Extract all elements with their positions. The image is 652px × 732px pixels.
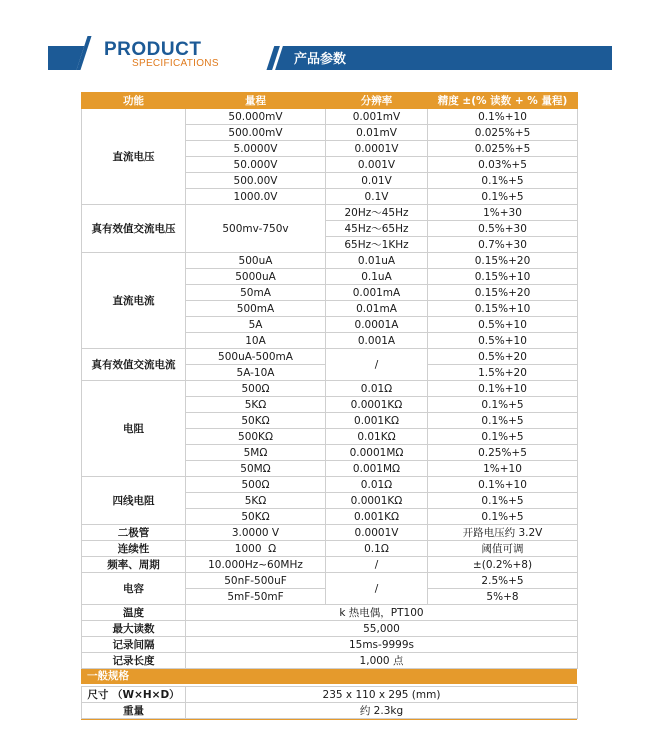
function-temperature: 温度 <box>82 605 186 621</box>
spec-banner <box>48 36 612 70</box>
accuracy-cell: 开路电压约 3.2V <box>428 525 578 541</box>
table-row <box>82 541 578 557</box>
resolution-cell: 0.001mV <box>326 109 428 125</box>
general-spec-title: 一般规格 <box>81 669 577 684</box>
resolution-cell: 0.0001KΩ <box>326 397 428 413</box>
table-row <box>82 381 578 397</box>
range-cell: 5KΩ <box>186 397 326 413</box>
function-max-reading: 最大读数 <box>82 621 186 637</box>
accuracy-cell: 0.15%+10 <box>428 301 578 317</box>
accuracy-cell: 1%+30 <box>428 205 578 221</box>
function-ac-voltage: 真有效值交流电压 <box>82 205 186 253</box>
resolution-cell: 0.1V <box>326 189 428 205</box>
table-row <box>82 605 578 621</box>
resolution-cell: 0.0001V <box>326 525 428 541</box>
accuracy-cell: 0.15%+10 <box>428 269 578 285</box>
accuracy-cell: 0.1%+10 <box>428 109 578 125</box>
accuracy-cell: 1.5%+20 <box>428 365 578 381</box>
range-cell: 50nF-500uF <box>186 573 326 589</box>
function-capacitance: 电容 <box>82 573 186 605</box>
range-cell: 5000uA <box>186 269 326 285</box>
range-cell: 50mA <box>186 285 326 301</box>
resolution-cell: 0.0001KΩ <box>326 493 428 509</box>
accuracy-cell: 阈值可调 <box>428 541 578 557</box>
resolution-cell: 0.01mA <box>326 301 428 317</box>
accuracy-cell: 0.15%+20 <box>428 285 578 301</box>
size-value: 235 x 110 x 295 (mm) <box>186 687 578 703</box>
range-cell: 5A-10A <box>186 365 326 381</box>
range-cell: 10.000Hz~60MHz <box>186 557 326 573</box>
size-label: 尺寸 （W×H×D） <box>82 687 186 703</box>
table-row <box>82 573 578 589</box>
function-dc-voltage: 直流电压 <box>82 109 186 205</box>
range-cell: 5KΩ <box>186 493 326 509</box>
range-cell: 500mv-750v <box>186 205 326 253</box>
range-cell: 50MΩ <box>186 461 326 477</box>
resolution-cell: 0.001KΩ <box>326 509 428 525</box>
range-cell: 50.000V <box>186 157 326 173</box>
resolution-cell: 0.01KΩ <box>326 429 428 445</box>
spec-table-header <box>82 93 578 109</box>
resolution-cell: 20Hz～45Hz <box>326 205 428 221</box>
header-resolution: 分辨率 <box>326 93 428 109</box>
function-continuity: 连续性 <box>82 541 186 557</box>
table-row <box>82 109 578 125</box>
range-cell: 500KΩ <box>186 429 326 445</box>
accuracy-cell: 0.1%+10 <box>428 381 578 397</box>
table-row <box>82 205 578 221</box>
range-cell: 3.0000 V <box>186 525 326 541</box>
accuracy-cell: 0.03%+5 <box>428 157 578 173</box>
accuracy-cell: 0.1%+10 <box>428 477 578 493</box>
range-cell: 500Ω <box>186 381 326 397</box>
range-cell: 5MΩ <box>186 445 326 461</box>
resolution-cell: 0.01mV <box>326 125 428 141</box>
resolution-cell: 0.001MΩ <box>326 461 428 477</box>
banner-title-specifications: SPECIFICATIONS <box>132 58 219 69</box>
resolution-cell: 0.001A <box>326 333 428 349</box>
accuracy-cell: 0.5%+20 <box>428 349 578 365</box>
banner-title-product: PRODUCT <box>104 39 202 60</box>
resolution-cell: / <box>326 557 428 573</box>
range-cell: 1000.0V <box>186 189 326 205</box>
value-cell: k 热电偶，PT100 <box>186 605 578 621</box>
resolution-cell: 0.01uA <box>326 253 428 269</box>
table-row <box>82 621 578 637</box>
resolution-cell: 45Hz～65Hz <box>326 221 428 237</box>
range-cell: 500uA <box>186 253 326 269</box>
bottom-divider <box>81 719 577 720</box>
weight-label: 重量 <box>82 703 186 719</box>
range-cell: 50KΩ <box>186 509 326 525</box>
value-cell: 55,000 <box>186 621 578 637</box>
range-cell: 500.00V <box>186 173 326 189</box>
banner-title-cn: 产品参数 <box>294 52 347 67</box>
accuracy-cell: 2.5%+5 <box>428 573 578 589</box>
resolution-cell: / <box>326 573 428 605</box>
range-cell: 500.00mV <box>186 125 326 141</box>
resolution-cell: 0.0001V <box>326 141 428 157</box>
resolution-cell: 0.01V <box>326 173 428 189</box>
accuracy-cell: 0.7%+30 <box>428 237 578 253</box>
function-diode: 二极管 <box>82 525 186 541</box>
header-range: 量程 <box>186 93 326 109</box>
resolution-cell: 0.01Ω <box>326 381 428 397</box>
table-row <box>82 703 578 719</box>
accuracy-cell: 0.1%+5 <box>428 189 578 205</box>
range-cell: 500uA-500mA <box>186 349 326 365</box>
accuracy-cell: 0.1%+5 <box>428 173 578 189</box>
table-row <box>82 653 578 669</box>
table-row <box>82 253 578 269</box>
value-cell: 15ms-9999s <box>186 637 578 653</box>
resolution-cell: 0.1uA <box>326 269 428 285</box>
resolution-cell: 0.01Ω <box>326 477 428 493</box>
range-cell: 10A <box>186 333 326 349</box>
range-cell: 50KΩ <box>186 413 326 429</box>
accuracy-cell: 0.025%+5 <box>428 141 578 157</box>
accuracy-cell: 0.025%+5 <box>428 125 578 141</box>
accuracy-cell: 5%+8 <box>428 589 578 605</box>
accuracy-cell: 0.5%+10 <box>428 333 578 349</box>
spec-table <box>81 92 578 669</box>
accuracy-cell: 0.1%+5 <box>428 493 578 509</box>
function-frequency: 频率、周期 <box>82 557 186 573</box>
function-ac-current: 真有效值交流电流 <box>82 349 186 381</box>
function-four-wire-resistance: 四线电阻 <box>82 477 186 525</box>
weight-value: 约 2.3kg <box>186 703 578 719</box>
range-cell: 5A <box>186 317 326 333</box>
table-row <box>82 525 578 541</box>
function-record-interval: 记录间隔 <box>82 637 186 653</box>
accuracy-cell: 0.25%+5 <box>428 445 578 461</box>
value-cell: 1,000 点 <box>186 653 578 669</box>
table-row <box>82 687 578 703</box>
accuracy-cell: 0.1%+5 <box>428 413 578 429</box>
accuracy-cell: 0.5%+30 <box>428 221 578 237</box>
range-cell: 50.000mV <box>186 109 326 125</box>
accuracy-cell: 0.15%+20 <box>428 253 578 269</box>
accuracy-cell: ±(0.2%+8) <box>428 557 578 573</box>
resolution-cell: 0.0001MΩ <box>326 445 428 461</box>
accuracy-cell: 0.1%+5 <box>428 509 578 525</box>
accuracy-cell: 0.5%+10 <box>428 317 578 333</box>
range-cell: 5.0000V <box>186 141 326 157</box>
resolution-cell: 0.1Ω <box>326 541 428 557</box>
resolution-cell: 0.001KΩ <box>326 413 428 429</box>
general-spec-table <box>81 686 578 719</box>
accuracy-cell: 0.1%+5 <box>428 397 578 413</box>
range-cell: 5mF-50mF <box>186 589 326 605</box>
range-cell: 500Ω <box>186 477 326 493</box>
resolution-cell: 0.001V <box>326 157 428 173</box>
range-cell: 1000 Ω <box>186 541 326 557</box>
resolution-cell: 0.0001A <box>326 317 428 333</box>
table-row <box>82 557 578 573</box>
resolution-cell: / <box>326 349 428 381</box>
function-dc-current: 直流电流 <box>82 253 186 349</box>
resolution-cell: 65Hz～1KHz <box>326 237 428 253</box>
table-row <box>82 637 578 653</box>
table-row <box>82 477 578 493</box>
resolution-cell: 0.001mA <box>326 285 428 301</box>
function-record-length: 记录长度 <box>82 653 186 669</box>
header-function: 功能 <box>82 93 186 109</box>
function-resistance: 电阻 <box>82 381 186 477</box>
header-accuracy: 精度 ±(% 读数 + % 量程) <box>428 93 578 109</box>
accuracy-cell: 0.1%+5 <box>428 429 578 445</box>
accuracy-cell: 1%+10 <box>428 461 578 477</box>
range-cell: 500mA <box>186 301 326 317</box>
table-row <box>82 349 578 365</box>
